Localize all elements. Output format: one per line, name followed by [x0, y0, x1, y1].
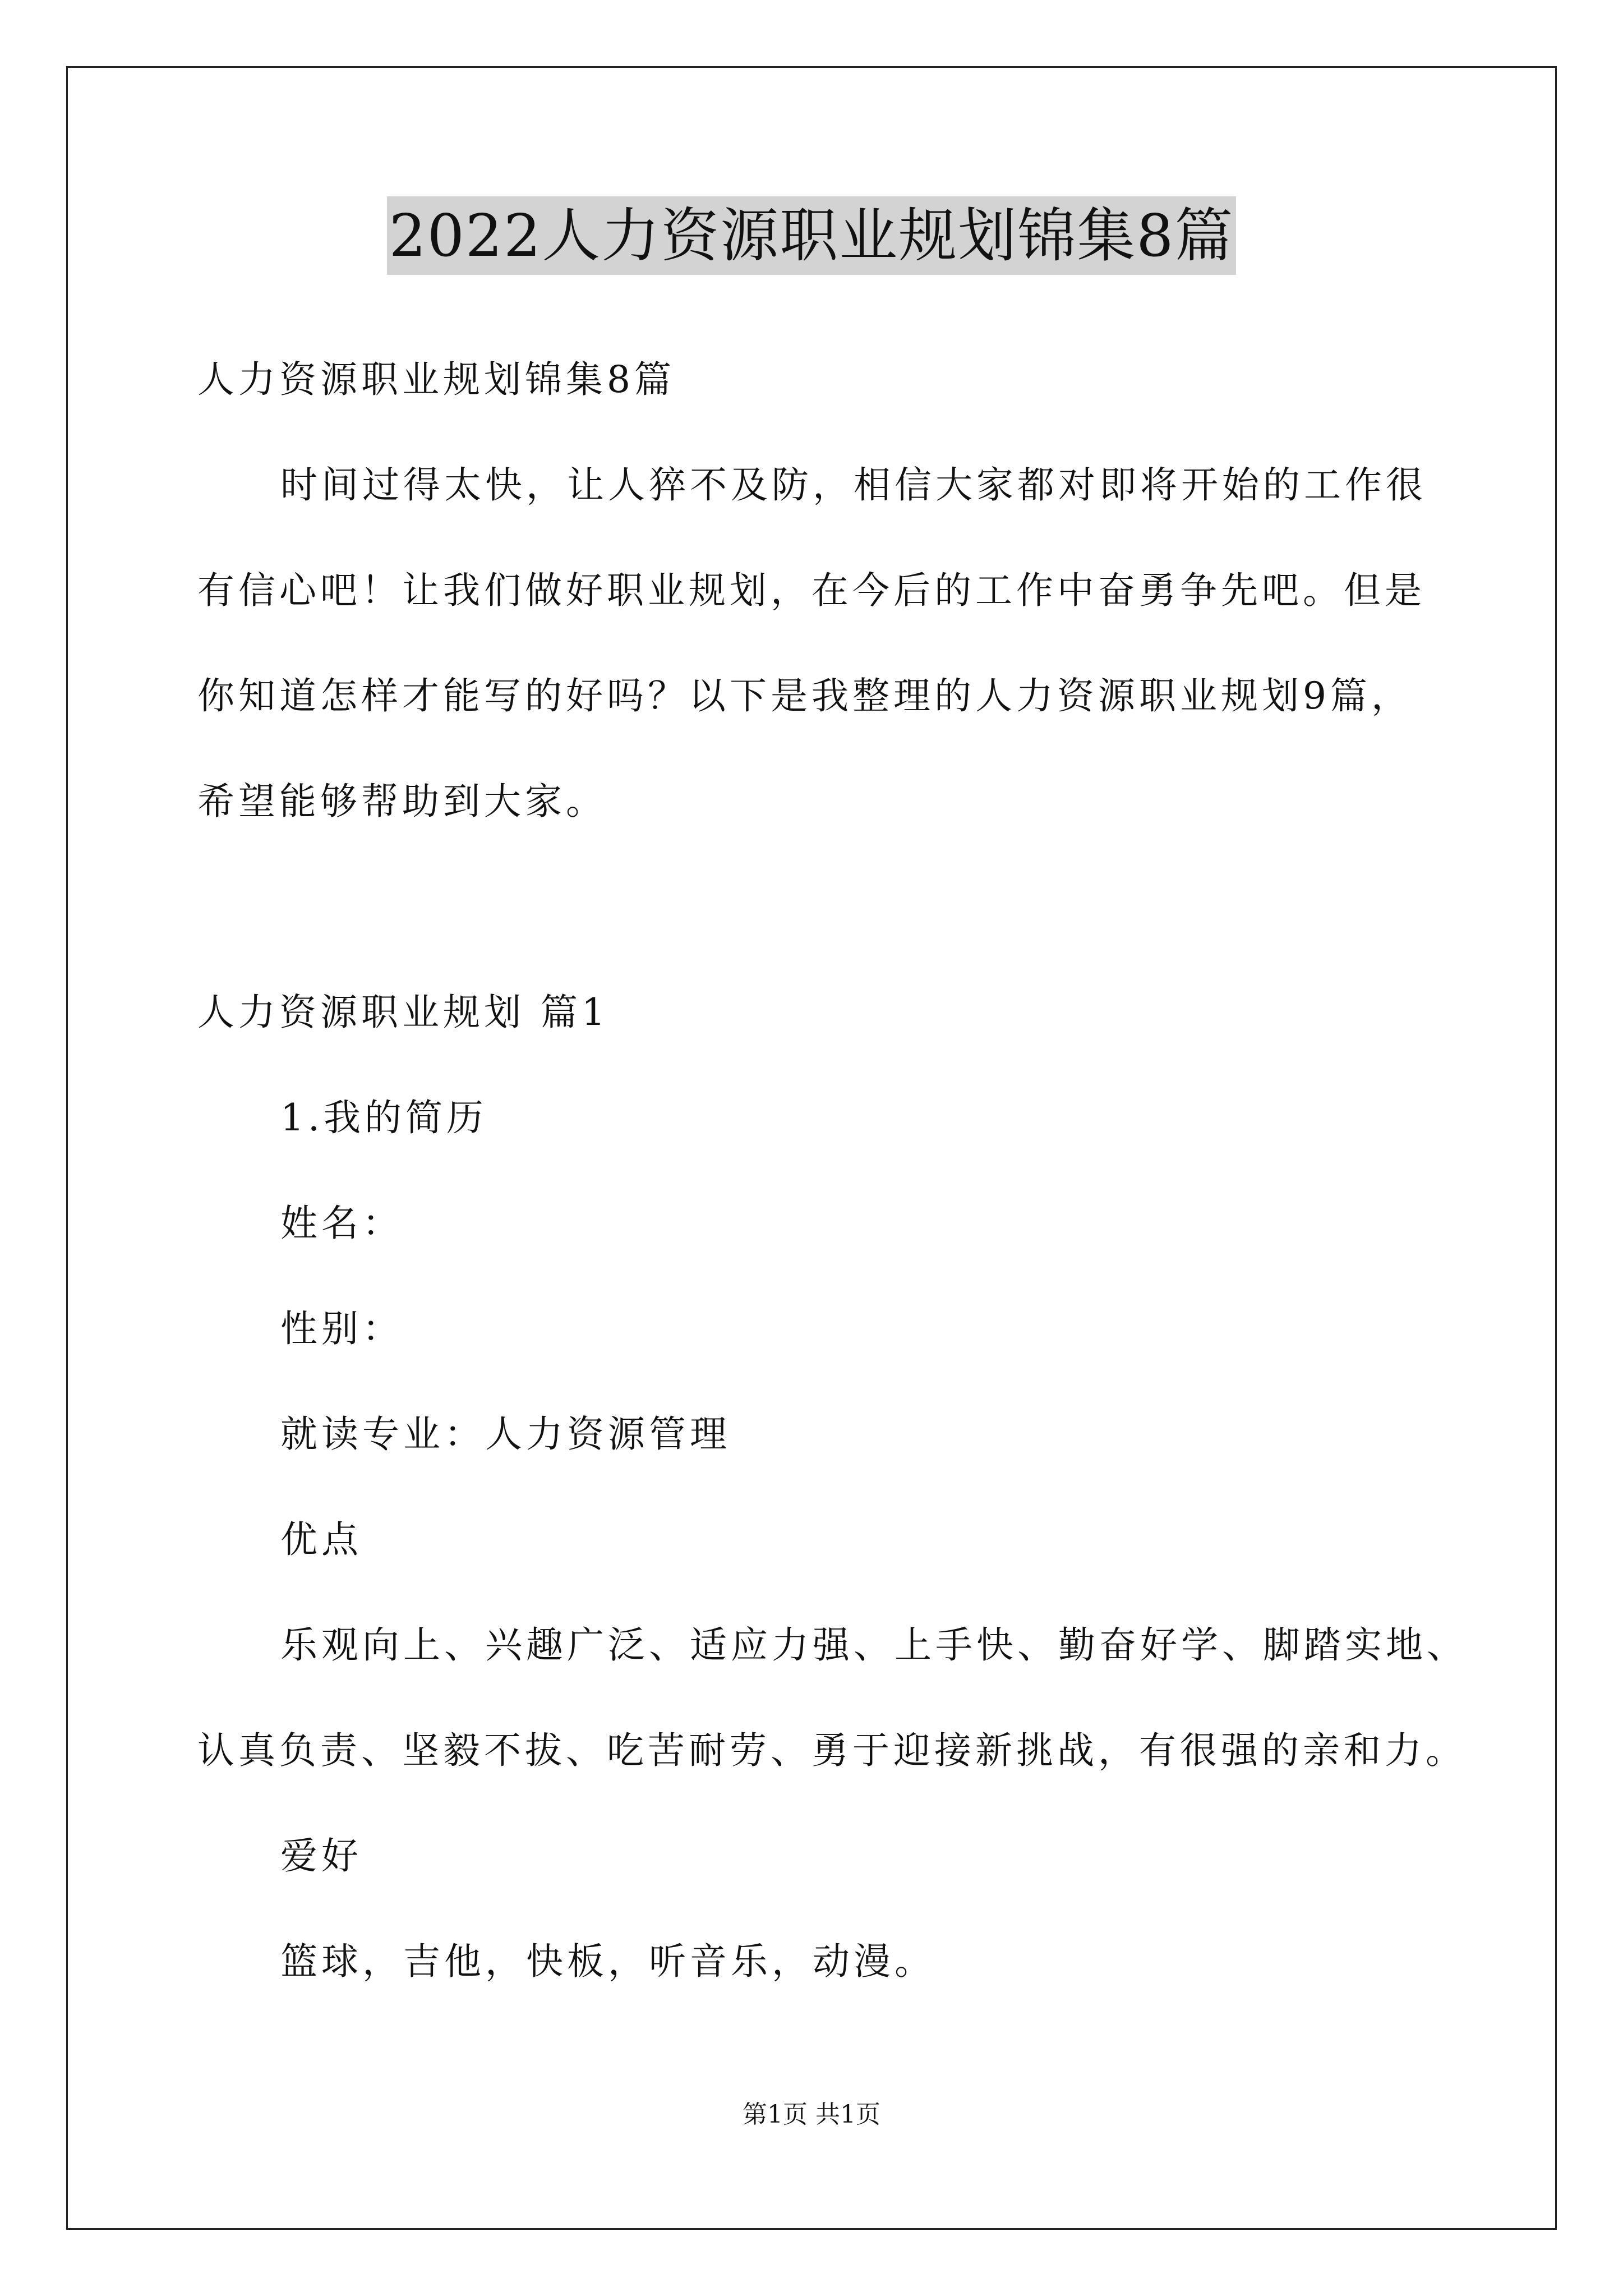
intro-line-1: 时间过得太快，让人猝不及防，相信大家都对即将开始的工作很 [280, 463, 1427, 507]
strengths-line-2: 认真负责、坚毅不拔、吃苦耐劳、勇于迎接新挑战，有很强的亲和力。 [197, 1729, 1467, 1772]
section-heading: 人力资源职业规划 篇1 [197, 991, 609, 1034]
intro-line-2: 有信心吧！让我们做好职业规划，在今后的工作中奋勇争先吧。但是 [197, 569, 1426, 612]
resume-heading: 1.我的简历 [280, 1096, 487, 1139]
document-title: 2022人力资源职业规划锦集8篇 [387, 196, 1237, 275]
hobbies-heading: 爱好 [280, 1834, 362, 1878]
document-subtitle: 人力资源职业规划锦集8篇 [197, 358, 675, 401]
name-label: 姓名： [280, 1202, 403, 1245]
strengths-heading: 优点 [280, 1518, 362, 1561]
title-container [0, 196, 1623, 275]
gender-label: 性别： [280, 1307, 403, 1350]
intro-line-3: 你知道怎样才能写的好吗？以下是我整理的人力资源职业规划9篇， [197, 674, 1412, 717]
strengths-line-1: 乐观向上、兴趣广泛、适应力强、上手快、勤奋好学、脚踏实地、 [280, 1623, 1468, 1667]
major-line: 就读专业：人力资源管理 [280, 1412, 731, 1456]
hobbies-line: 篮球，吉他，快板，听音乐，动漫。 [280, 1940, 935, 1983]
page-footer: 第1页 共1页 [743, 2100, 880, 2129]
intro-line-4: 希望能够帮助到大家。 [197, 780, 607, 823]
